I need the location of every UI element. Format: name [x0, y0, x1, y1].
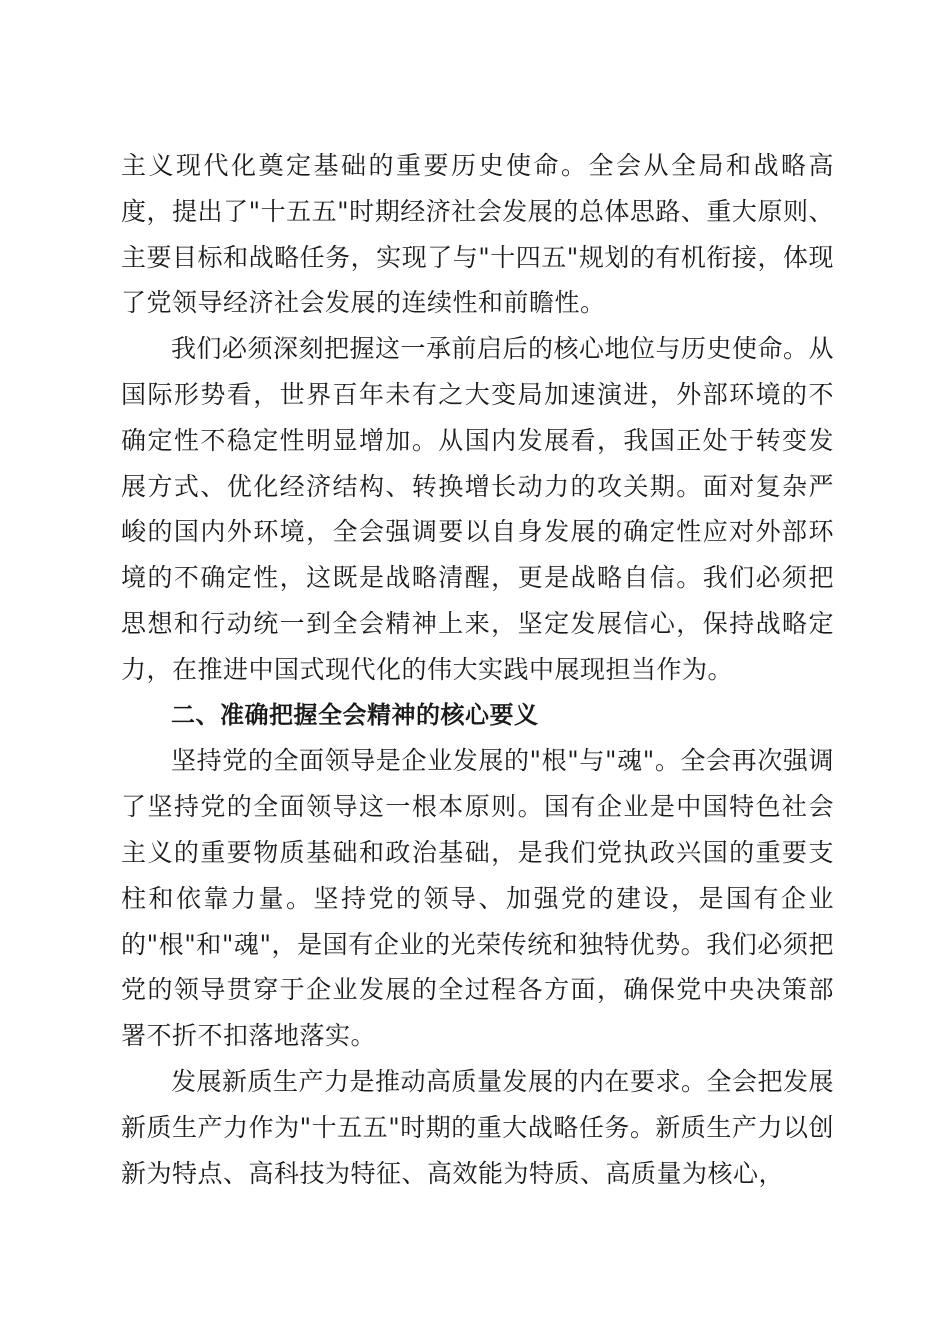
document-body: [121, 143, 834, 1196]
paragraph-new-productivity: 发展新质生产力是推动高质量发展的内在要求。全会把发展新质生产力作为"十五五"时期的重大战略任务。新质生产力以创新为特点、高科技为特征、高效能为特质、高质量为核心，: [121, 1066, 835, 1188]
section-heading: 二、准确把握全会精神的核心要义: [171, 700, 539, 729]
paragraph-party-leadership: 坚持党的全面领导是企业发展的"根"与"魂"。全会再次强调了坚持党的全面领导这一根本原则。国有企业是中国特色社会主义的重要物质基础和政治基础，是我们党执政兴国的重要支柱和依靠力量。坚持党的领导、加强党的建设，是国有企业的"根"和"魂"，是国有企业的光荣传统和独特优势。我们必须把党的领导贯穿于企业发展的全过程各方面，确保党中央决策部署不折不扣落地落实。: [121, 746, 834, 1051]
paragraph-historic-mission: 我们必须深刻把握这一承前启后的核心地位与历史使命。从国际形势看，世界百年未有之大变局加速演进，外部环境的不确定性不稳定性明显增加。从国内发展看，我国正处于转变发展方式、优化经济结构、转换增长动力的攻关期。面对复杂严峻的国内外环境，全会强调要以自身发展的确定性应对外部环境的不确定性，这既是战略清醒，更是战略自信。我们必须把思想和行动统一到全会精神上来，坚定发展信心，保持战略定力，在推进中国式现代化的伟大实践中展现担当作为。: [121, 334, 835, 684]
paragraph-continuation: 主义现代化奠定基础的重要历史使命。全会从全局和战略高度，提出了"十五五"时期经济社会发展的总体思路、重大原则、主要目标和战略任务，实现了与"十四五"规划的有机衔接，体现了党领导经济社会发展的连续性和前瞻性。: [121, 151, 834, 318]
